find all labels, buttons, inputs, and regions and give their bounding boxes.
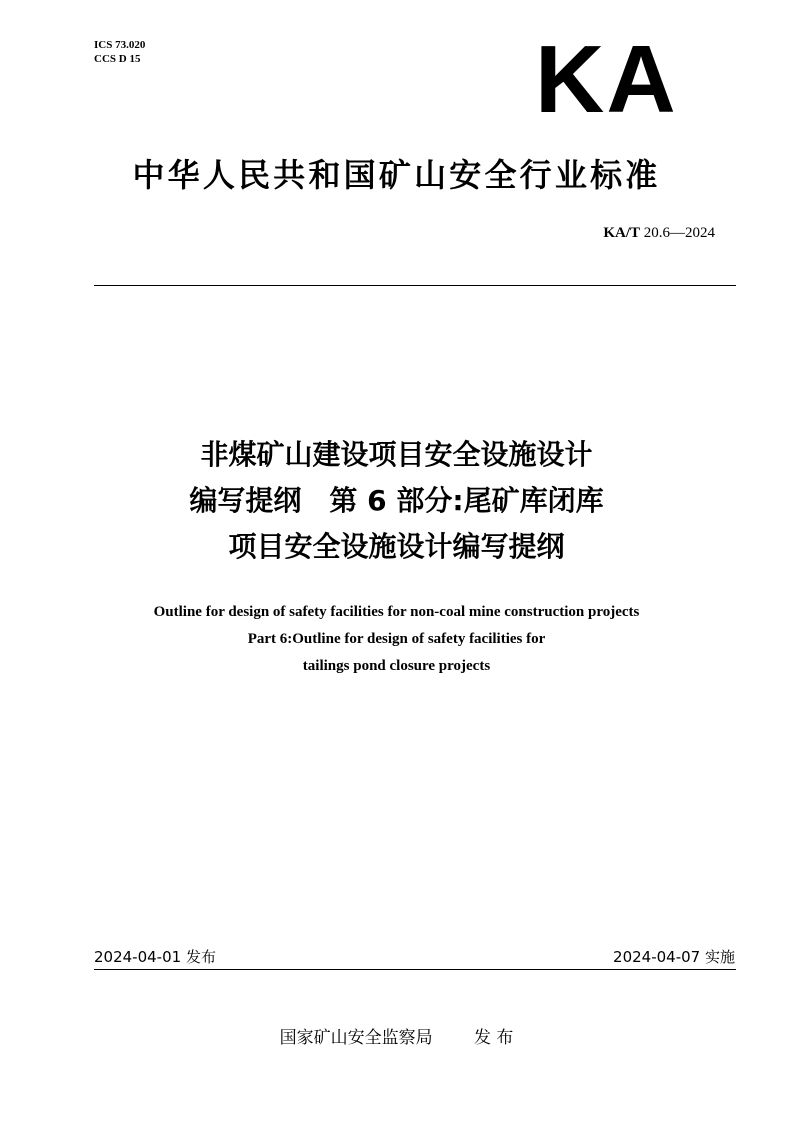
title-cn-line-1: 非煤矿山建设项目安全设施设计 [200,438,593,471]
document-title-en [0,599,793,680]
issue-date: 2024-04-01 发布 [94,948,216,966]
publisher-organization: 国家矿山安全监察局 [279,1028,433,1048]
standard-number [603,223,715,243]
standard-code: KA/T [603,225,640,241]
standard-number-value: 20.6—2024 [643,225,715,241]
title-en-line-3: tailings pond closure projects [302,658,491,674]
ics-code: ICS 73.020 [94,39,146,51]
title-en-line-2: Part 6:Outline for design of safety facilities for [247,631,546,647]
bottom-divider [94,969,736,970]
publisher-line [0,1027,793,1049]
standard-category-title: 中华人民共和国矿山安全行业标准 [132,156,661,194]
ka-logo: KA [535,26,678,133]
publisher-action: 发 布 [474,1028,514,1048]
classification-codes [94,38,145,66]
title-en-line-1: Outline for design of safety facilities for non-coal mine construction projects [153,604,640,620]
title-cn-line-3: 项目安全设施设计编写提纲 [228,530,565,563]
top-divider [94,285,736,286]
implementation-date: 2024-04-07 实施 [613,948,735,966]
ccs-code: CCS D 15 [94,53,141,65]
document-title-cn [0,432,793,570]
title-cn-line-2: 编写提纲 第 6 部分:尾矿库闭库 [189,484,604,517]
